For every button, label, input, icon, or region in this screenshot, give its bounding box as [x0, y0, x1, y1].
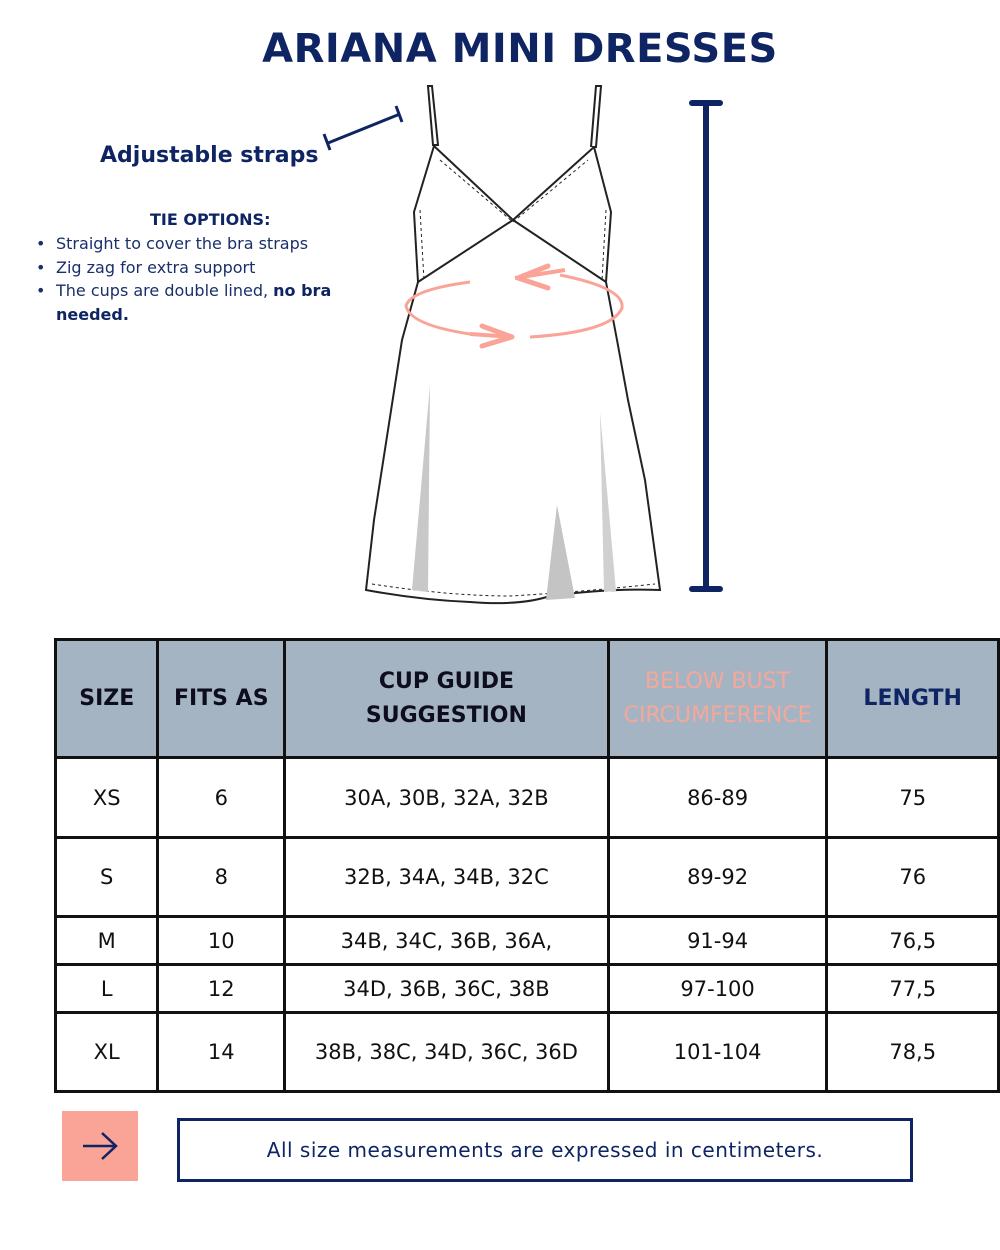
cell-cup-guide: 34D, 36B, 36C, 38B — [285, 965, 609, 1013]
arrow-button — [62, 1111, 138, 1181]
measurement-note: All size measurements are expressed in centimeters. — [177, 1118, 913, 1182]
cell-size: XL — [56, 1013, 158, 1092]
cell-length: 77,5 — [827, 965, 999, 1013]
cell-fits-as: 10 — [158, 917, 285, 965]
table-row — [56, 917, 999, 965]
strap-pointer-icon — [324, 106, 402, 150]
header-below-bust: BELOW BUST CIRCUMFERENCE — [608, 640, 827, 758]
table-header-row — [56, 640, 999, 758]
cell-below-bust: 86-89 — [608, 758, 827, 838]
cell-fits-as: 12 — [158, 965, 285, 1013]
tie-options-list — [34, 232, 364, 326]
cell-cup-guide: 34B, 34C, 36B, 36A, — [285, 917, 609, 965]
tie-option-item: • Straight to cover the bra straps — [34, 232, 364, 256]
cell-length: 78,5 — [827, 1013, 999, 1092]
arrow-right-icon — [80, 1130, 120, 1162]
cell-size: XS — [56, 758, 158, 838]
cell-length: 75 — [827, 758, 999, 838]
tie-options-heading: TIE OPTIONS: — [150, 210, 271, 229]
adjustable-straps-label: Adjustable straps — [100, 143, 319, 168]
cell-cup-guide: 30A, 30B, 32A, 32B — [285, 758, 609, 838]
size-chart-table — [54, 638, 1000, 1093]
cell-below-bust: 89-92 — [608, 838, 827, 917]
cell-size: S — [56, 838, 158, 917]
tie-option-item: • The cups are double lined, no bra needed. — [34, 279, 364, 326]
tie-option-item: • Zig zag for extra support — [34, 256, 364, 280]
cell-fits-as: 6 — [158, 758, 285, 838]
header-size: SIZE — [56, 640, 158, 758]
page-title: ARIANA MINI DRESSES — [262, 26, 778, 72]
dress-icon — [366, 86, 660, 603]
table-row — [56, 1013, 999, 1092]
no-bra-needed-text: no bra needed. — [56, 281, 332, 324]
cell-fits-as: 8 — [158, 838, 285, 917]
header-length: LENGTH — [827, 640, 999, 758]
table-row — [56, 758, 999, 838]
cell-size: M — [56, 917, 158, 965]
header-cup-guide: CUP GUIDE SUGGESTION — [285, 640, 609, 758]
cell-length: 76,5 — [827, 917, 999, 965]
table-row — [56, 965, 999, 1013]
cell-below-bust: 91-94 — [608, 917, 827, 965]
length-marker-icon — [692, 103, 720, 589]
cell-fits-as: 14 — [158, 1013, 285, 1092]
cell-below-bust: 97-100 — [608, 965, 827, 1013]
cell-cup-guide: 32B, 34A, 34B, 32C — [285, 838, 609, 917]
table-row — [56, 838, 999, 917]
cell-below-bust: 101-104 — [608, 1013, 827, 1092]
cell-cup-guide: 38B, 38C, 34D, 36C, 36D — [285, 1013, 609, 1092]
cell-length: 76 — [827, 838, 999, 917]
cell-size: L — [56, 965, 158, 1013]
header-fits-as: FITS AS — [158, 640, 285, 758]
